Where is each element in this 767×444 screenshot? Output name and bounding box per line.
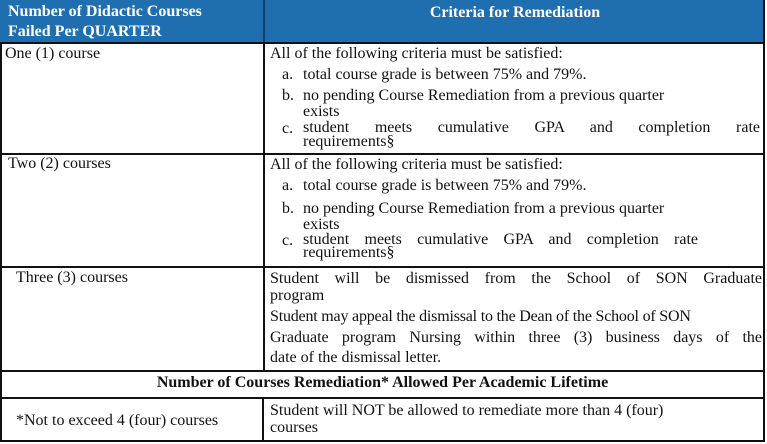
item-marker: a. [282,177,294,194]
row-2-item-c [270,232,760,259]
item-text: total course grade is between 75% and 79%. [303,66,587,83]
row-2-item-a [270,177,760,195]
item-text: student meets cumulative GPA and completion rate [303,231,698,248]
row-3-line-3: Student may appeal the dismissal to the Dean of the School of SON [270,308,691,325]
row-2-count: Two (2) courses [8,155,111,172]
border-row-3-bottom [0,370,765,372]
row-1-criteria [270,45,760,148]
item-text-cont: requirements§ [303,244,395,261]
item-text: total course grade is between 75% and 79%. [303,177,587,194]
lifetime-heading: Number of Courses Remediation* Allowed Per Academic Lifetime [156,374,609,391]
row-3-line-5: date of the dismissal letter. [270,349,442,366]
item-text: no pending Course Remediation from a previous quarter [303,87,665,104]
header-col-failed-courses [8,2,258,42]
border-col-divider-header [263,0,265,42]
row-1-count: One (1) course [5,45,101,62]
item-marker: b. [282,200,294,217]
row-1-item-b [270,87,760,118]
row-2-intro: All of the following criteria must be satisfied: [270,156,563,173]
row-3-count: Three (3) courses [16,269,128,286]
border-right [763,0,765,442]
row-1-item-a [270,66,760,84]
lifetime-rule-line-1: Student will NOT be allowed to remediate more than 4 (four) [270,402,664,419]
item-text: student meets cumulative GPA and completion rate [303,119,760,136]
lifetime-rule [270,402,760,435]
lifetime-rule-line-2: courses [270,419,318,436]
border-col-divider-rows [263,42,265,370]
item-marker: c. [282,232,294,249]
border-header-bottom [0,42,765,44]
border-bottom [0,440,765,442]
item-text-cont: requirements§ [303,133,395,150]
item-marker: c. [282,120,294,137]
item-marker: a. [282,66,294,83]
item-text-cont: exists [303,103,340,120]
border-col-divider-lifetime [262,397,264,442]
row-1-item-c [270,120,760,148]
row-3-line-4: Graduate program Nursing within three (3) business days of the [270,329,762,346]
border-left [0,42,2,442]
row-3-line-1: Student will be dismissed from the School of SON Graduate [270,270,762,287]
item-marker: b. [282,87,294,104]
row-2-item-b [270,200,760,232]
header-col1-line2: Failed Per QUARTER [8,23,162,40]
header-col1-line1: Number of Didactic Courses [8,3,202,20]
item-text-cont: exists [303,216,340,233]
border-row-2-bottom [0,266,765,268]
row-2-criteria [270,156,760,259]
border-top [0,0,765,2]
header-col-criteria: Criteria for Remediation [429,4,601,21]
row-3-line-2: program [270,287,325,304]
row-3-criteria [270,270,762,367]
border-row-1-bottom [0,153,765,155]
border-lifetime-heading-bottom [0,397,765,399]
row-1-intro: All of the following criteria must be satisfied: [270,45,563,62]
lifetime-limit: *Not to exceed 4 (four) courses [16,412,219,429]
item-text: no pending Course Remediation from a previous quarter [303,200,665,217]
